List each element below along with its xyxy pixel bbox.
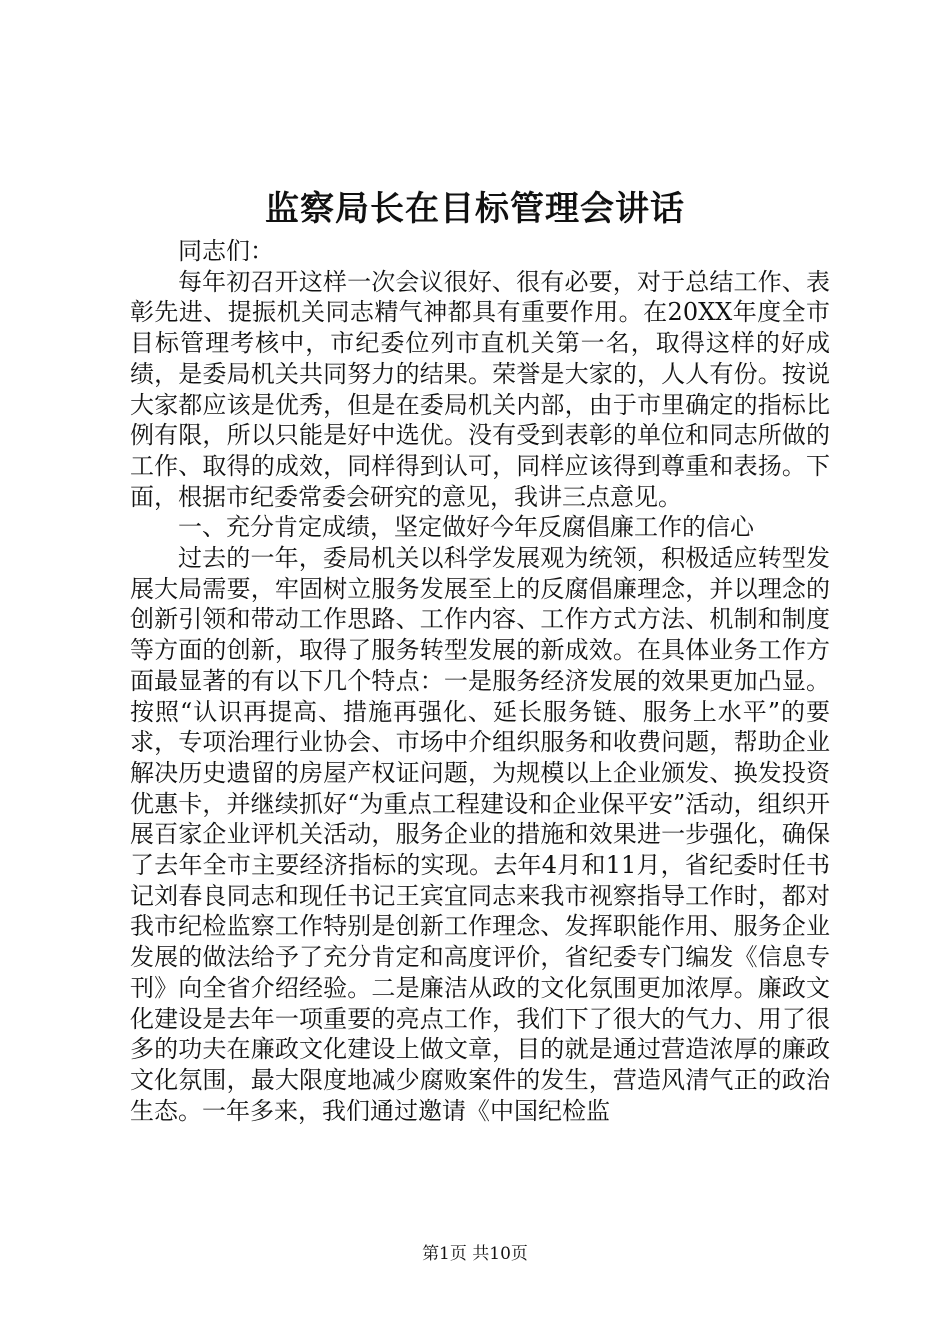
body-paragraph: 过去的一年，委局机关以科学发展观为统领，积极适应转型发展大局需要，牢固树立服务发展至上的反腐倡廉理念，并以理念的创新引领和带动工作思路、工作内容、工作方式方法、机制和制度等方面的创新，取得了服务转型发展的新成效。在具体业务工作方面最显著的有以下几个特点：一是服务经济发展的效果更加凸显。按照“认识再提高、措施再强化、延长服务链、服务上水平”的要求，专项治理行业协会、市场中介组织服务和收费问题，帮助企业解决历史遗留的房屋产权证问题，为规模以上企业颁发、换发投资优惠卡，并继续抓好“为重点工程建设和企业保平安”活动，组织开展百家企业评机关活动，服务企业的措施和效果进一步强化，确保了去年全市主要经济指标的实现。去年4月和11月，省纪委时任书记刘春良同志和现任书记王宾宜同志来我市视察指导工作时，都对我市纪检监察工作特别是创新工作理念、发挥职能作用、服务企业发展的做法给予了充分肯定和高度评价，省纪委专门编发《信息专刊》向全省介绍经验。二是廉洁从政的文化氛围更加浓厚。廉政文化建设是去年一项重要的亮点工作，我们下了很大的气力、用了很多的功夫在廉政文化建设上做文章，目的就是通过营造浓厚的廉政文化氛围，最大限度地减少腐败案件的发生，营造风清气正的政治生态。一年多来，我们通过邀请《中国纪检监 xyxy=(130,544,830,1125)
intro-paragraph: 每年初召开这样一次会议很好、很有必要，对于总结工作、表彰先进、提振机关同志精气神都具有重要作用。在20XX年度全市目标管理考核中，市纪委位列市直机关第一名，取得这样的好成绩，是委局机关共同努力的结果。荣誉是大家的，人人有份。按说大家都应该是优秀，但是在委局机关内部，由于市里确定的指标比例有限，所以只能是好中选优。没有受到表彰的单位和同志所做的工作、取得的成效，同样得到认可，同样应该得到尊重和表扬。下面，根据市纪委常委会研究的意见，我讲三点意见。 xyxy=(130,267,830,511)
page-number-footer: 第1页 共10页 xyxy=(422,1244,528,1264)
document-title: 监察局长在目标管理会讲话 xyxy=(265,189,685,229)
document-body xyxy=(130,236,830,1126)
section-heading: 一、充分肯定成绩，坚定做好今年反腐倡廉工作的信心 xyxy=(178,513,754,542)
salutation-paragraph: 同志们： xyxy=(178,237,274,265)
